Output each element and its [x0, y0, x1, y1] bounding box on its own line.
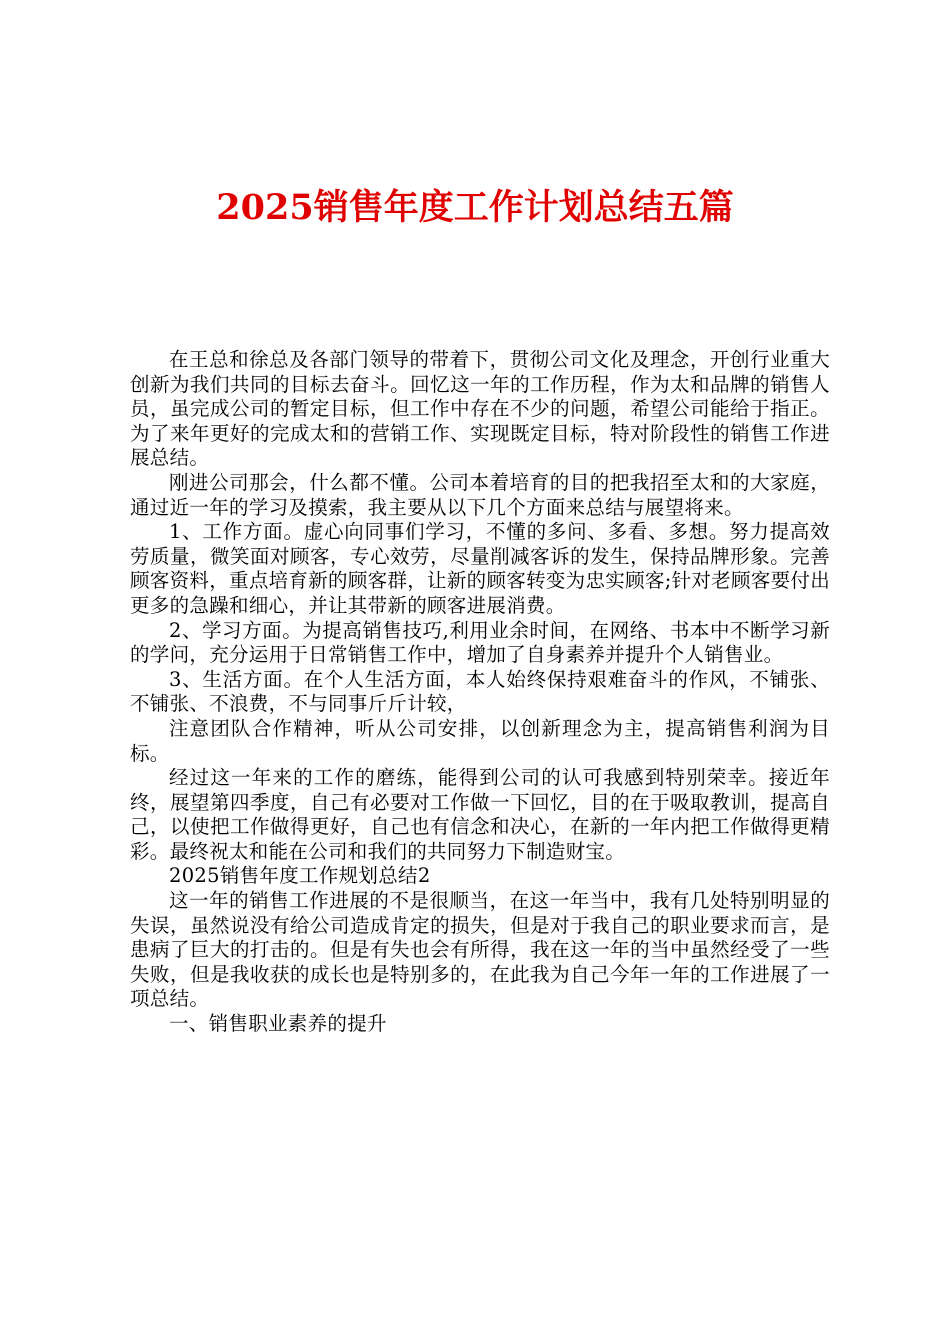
- document-body: [130, 348, 830, 1037]
- paragraph: 经过这一年来的工作的磨练，能得到公司的认可我感到特别荣幸。接近年终，展望第四季度，自己有必要对工作做一下回忆，目的在于吸取教训，提高自己，以使把工作做得更好，自己也有信念和决心，在新的一年内把工作做得更精彩。最终祝太和能在公司和我们的共同努力下制造财宝。: [130, 766, 830, 863]
- paragraph: 注意团队合作精神，听从公司安排，以创新理念为主，提高销售利润为目标。: [130, 716, 830, 765]
- paragraph: 在王总和徐总及各部门领导的带着下，贯彻公司文化及理念，开创行业重大创新为我们共同的目标去奋斗。回忆这一年的工作历程，作为太和品牌的销售人员，虽完成公司的暂定目标，但工作中存在不少的问题，希望公司能给于指正。为了来年更好的完成太和的营销工作、实现既定目标，特对阶段性的销售工作进展总结。: [130, 348, 830, 470]
- section-heading: 2025销售年度工作规划总结2: [169, 864, 431, 888]
- paragraph: 2、学习方面。为提高销售技巧,利用业余时间，在网络、书本中不断学习新的学问，充分运用于日常销售工作中，增加了自身素养并提升个人销售业。: [130, 618, 830, 667]
- paragraph: 1、工作方面。虚心向同事们学习，不懂的多问、多看、多想。努力提高效劳质量，微笑面对顾客，专心效劳，尽量削减客诉的发生，保持品牌形象。完善顾客资料，重点培育新的顾客群，让新的顾客转变为忠实顾客;针对老顾客要付出更多的急躁和细心，并让其带新的顾客进展消费。: [130, 520, 830, 617]
- paragraph: 刚进公司那会，什么都不懂。公司本着培育的目的把我招至太和的大家庭，通过近一年的学习及摸索，我主要从以下几个方面来总结与展望将来。: [130, 470, 830, 519]
- document-title: 2025销售年度工作计划总结五篇: [216, 187, 734, 228]
- paragraph: 3、生活方面。在个人生活方面，本人始终保持艰难奋斗的作风，不铺张、不铺张、不浪费，不与同事斤斤计较，: [130, 667, 830, 716]
- paragraph: 这一年的销售工作进展的不是很顺当，在这一年当中，我有几处特别明显的失误，虽然说没有给公司造成肯定的损失，但是对于我自己的职业要求而言，是患病了巨大的打击的。但是有失也会有所得，我在这一年的当中虽然经受了一些失败，但是我收获的成长也是特别多的，在此我为自己今年一年的工作进展了一项总结。: [130, 889, 830, 1011]
- section-heading: 一、销售职业素养的提升: [169, 1012, 387, 1036]
